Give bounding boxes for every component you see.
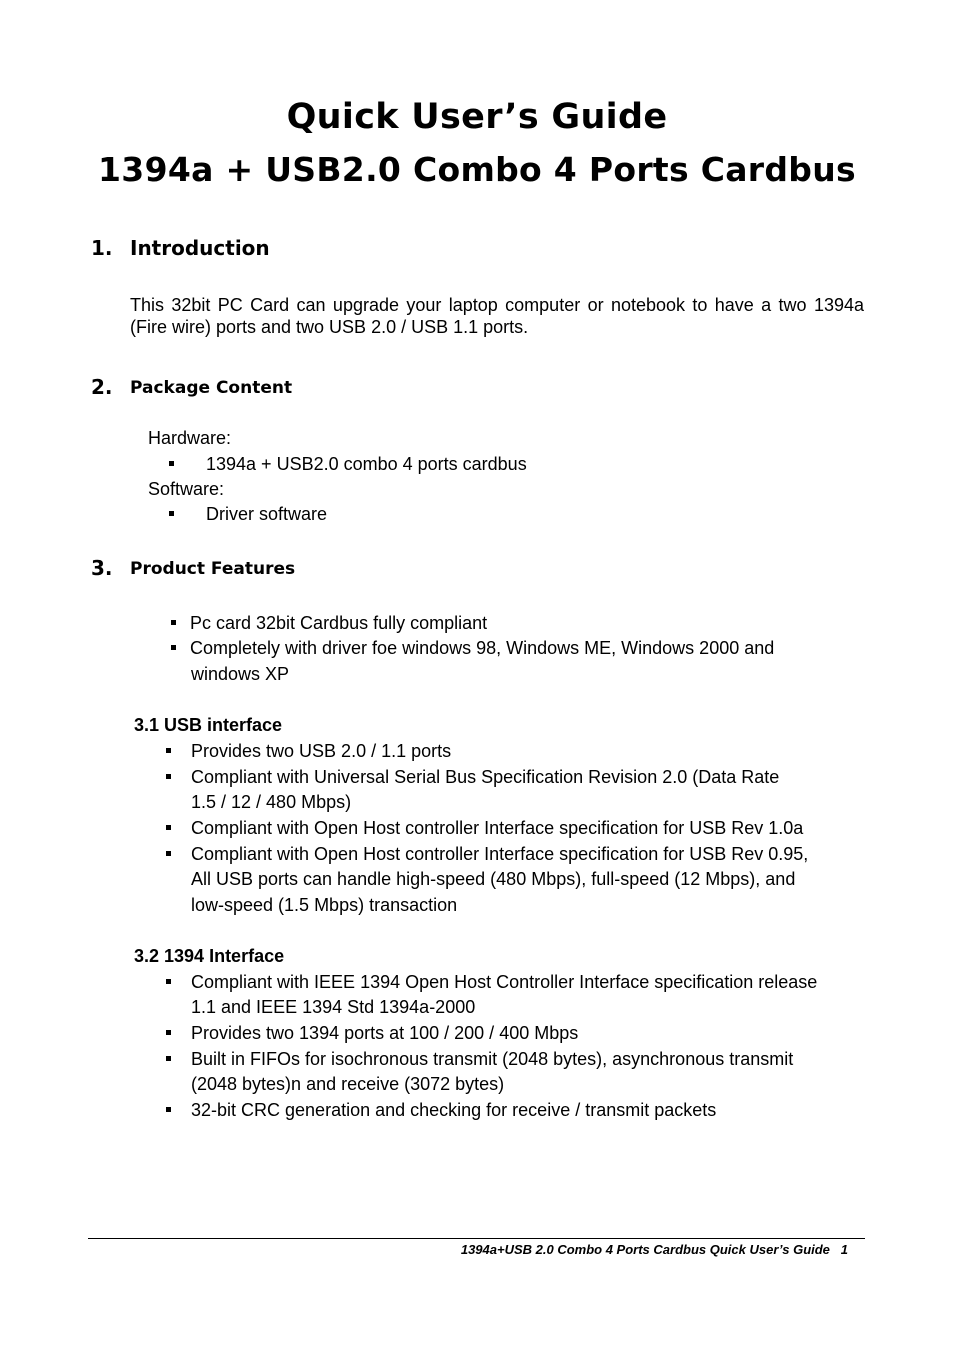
hardware-label: Hardware: xyxy=(148,428,232,448)
section-3-heading: Product Features xyxy=(130,559,296,579)
document-title: Quick User’s Guide xyxy=(286,97,668,137)
bullet-icon xyxy=(166,825,171,830)
section-1-number: 1. xyxy=(91,236,113,260)
ieee1394-subheading: 3.2 1394 Interface xyxy=(134,946,285,966)
footer-rule xyxy=(88,1238,865,1239)
bullet-icon xyxy=(166,1107,171,1112)
usb-item: Compliant with Open Host controller Interface specification for USB Rev 0.95, xyxy=(191,844,809,864)
document-subtitle: 1394a + USB2.0 Combo 4 Ports Cardbus xyxy=(98,150,856,189)
bullet-icon xyxy=(166,1056,171,1061)
section-2-number: 2. xyxy=(91,375,113,399)
ieee1394-item: Built in FIFOs for isochronous transmit (2048 bytes), asynchronous transmit xyxy=(191,1049,794,1069)
usb-subheading: 3.1 USB interface xyxy=(134,715,283,735)
feature-item: Pc card 32bit Cardbus fully compliant xyxy=(190,613,488,633)
bullet-icon xyxy=(166,748,171,753)
usb-item: Provides two USB 2.0 / 1.1 ports xyxy=(191,741,452,761)
software-label: Software: xyxy=(148,479,225,499)
page-number: 1 xyxy=(840,1242,848,1257)
bullet-icon xyxy=(171,620,176,625)
bullet-icon xyxy=(171,645,176,650)
footer-title: 1394a+USB 2.0 Combo 4 Ports Cardbus Quick User’s Guide xyxy=(460,1242,830,1257)
usb-item-continuation: low-speed (1.5 Mbps) transaction xyxy=(191,895,458,915)
bullet-icon xyxy=(166,851,171,856)
ieee1394-item: Compliant with IEEE 1394 Open Host Controller Interface specification release xyxy=(191,972,818,992)
software-item: Driver software xyxy=(206,504,328,524)
ieee1394-item: 32-bit CRC generation and checking for receive / transmit packets xyxy=(191,1100,717,1120)
usb-item: Compliant with Open Host controller Interface specification for USB Rev 1.0a xyxy=(191,818,804,838)
usb-item: Compliant with Universal Serial Bus Specification Revision 2.0 (Data Rate xyxy=(191,767,780,787)
footer xyxy=(461,1242,848,1257)
bullet-icon xyxy=(169,511,174,516)
hardware-item: 1394a + USB2.0 combo 4 ports cardbus xyxy=(206,454,527,474)
section-1-heading: Introduction xyxy=(130,236,270,260)
bullet-icon xyxy=(166,1030,171,1035)
section-3-number: 3. xyxy=(91,556,113,580)
section-2-heading: Package Content xyxy=(130,378,293,398)
bullet-icon xyxy=(169,461,174,466)
ieee1394-item: Provides two 1394 ports at 100 / 200 / 400 Mbps xyxy=(191,1023,579,1043)
bullet-icon xyxy=(166,774,171,779)
feature-item-continuation: windows XP xyxy=(191,664,290,684)
usb-item-continuation: 1.5 / 12 / 480 Mbps) xyxy=(191,792,352,812)
usb-item-continuation: All USB ports can handle high-speed (480 Mbps), full-speed (12 Mbps), and xyxy=(191,869,796,889)
feature-item: Completely with driver foe windows 98, Windows ME, Windows 2000 and xyxy=(190,638,775,658)
ieee1394-item-continuation: 1.1 and IEEE 1394 Std 1394a-2000 xyxy=(191,997,476,1017)
ieee1394-item-continuation: (2048 bytes)n and receive (3072 bytes) xyxy=(191,1074,505,1094)
bullet-icon xyxy=(166,979,171,984)
intro-paragraph: This 32bit PC Card can upgrade your laptop computer or notebook to have a two 1394a (Fire wire) ports and two USB 2.0 / USB 1.1 ports. xyxy=(130,295,864,337)
